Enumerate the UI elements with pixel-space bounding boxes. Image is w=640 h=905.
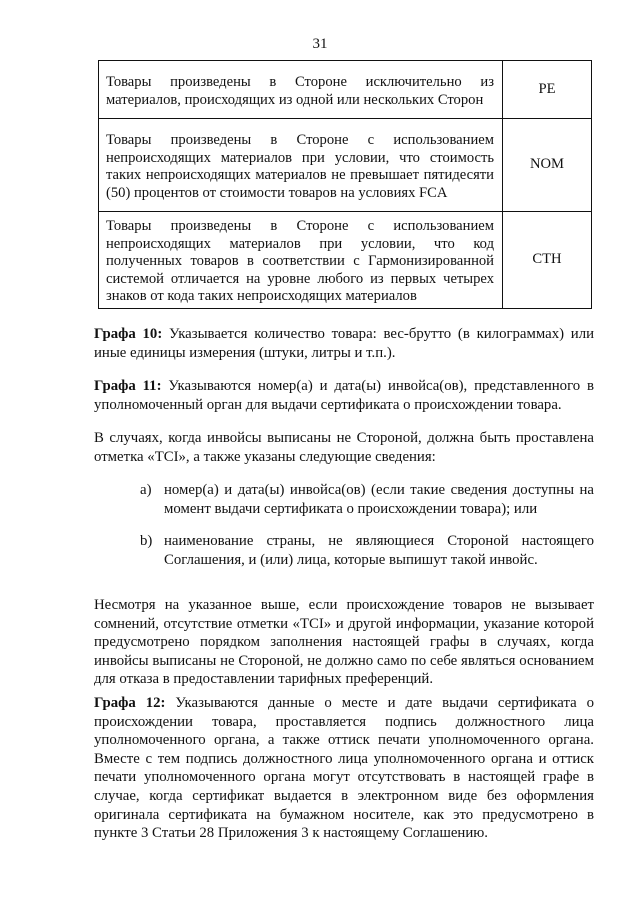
- invoice-paragraph: В случаях, когда инвойсы выписаны не Стороной, должна быть проставлена отметка «TCI», а также указаны следующие сведения:: [94, 430, 594, 465]
- list-item: [140, 532, 594, 569]
- graf10-heading: Графа 10:: [94, 326, 163, 342]
- criterion-description: Товары произведены в Стороне с использованием непроисходящих материалов при условии, что код полученных товаров в соответствии с Гармонизированной системой отличается на уровне любого из первых четырех знаков от кода таких непроисходящих материалов: [99, 212, 503, 309]
- page-number: 31: [312, 36, 328, 52]
- table-row: [99, 119, 592, 212]
- graf10-text: Указывается количество товара: вес-брутто (в килограммах) или иные единицы измерения (штуки, литры и т.п.).: [94, 326, 595, 361]
- graf12-paragraph: [94, 694, 594, 843]
- criterion-description: Товары произведены в Стороне с использованием непроисходящих материалов при условии, что стоимость таких непроисходящих материалов не превышает пятидесяти (50) процентов от стоимости товаров на условиях FCA: [99, 119, 503, 212]
- graf12-heading: Графа 12:: [94, 695, 166, 711]
- criterion-code: PE: [503, 61, 592, 119]
- list-item-text: номер(а) и дата(ы) инвойса(ов) (если такие сведения доступны на момент выдачи сертификата о происхождении товара); или: [164, 482, 594, 517]
- table-row: [99, 61, 592, 119]
- graf10-paragraph: [94, 325, 594, 362]
- criterion-code: NOM: [503, 119, 592, 212]
- graf11-heading: Графа 11:: [94, 378, 162, 394]
- table-row: [99, 212, 592, 309]
- graf12-text: Указываются данные о месте и дате выдачи сертификата о происхождении товара, проставляется подпись должностного лица уполномоченного органа, а также оттиск печати уполномоченного органа. Вместе с тем подпись должностного лица уполномоченного органа и оттиск печати уполномоченного органа могут отсутствовать в настоящей графе в случае, когда сертификат выдается в электронном виде без оформления оригинала сертификата на бумажном носителе, как это предусмотрено в пункте 3 Статьи 28 Приложения 3 к настоящему Соглашению.: [94, 695, 595, 842]
- list-item: [140, 481, 594, 518]
- list-item-text: наименование страны, не являющиеся Стороной настоящего Соглашения, и (или) лица, которые выпишут такой инвойс.: [164, 533, 594, 568]
- graf11-paragraph: [94, 377, 594, 414]
- list-marker: a): [140, 482, 152, 498]
- origin-criteria-table: [98, 60, 592, 309]
- criterion-code: CTH: [503, 212, 592, 309]
- graf11-text: Указываются номер(а) и дата(ы) инвойса(ов), представленного в уполномоченный орган для выдачи сертификата о происхождении товара.: [94, 378, 595, 413]
- criterion-description: Товары произведены в Стороне исключительно из материалов, происходящих из одной или нескольких Сторон: [99, 61, 503, 119]
- notwithstanding-paragraph: Несмотря на указанное выше, если происхождение товаров не вызывает сомнений, отсутствие отметки «TCI» и другой информации, указание которой предусмотрено порядком заполнения настоящей графы в случаях, когда инвойсы выписаны не Стороной, не должно само по себе являться основанием для отказа в предоставлении тарифных преференций.: [94, 597, 594, 688]
- list-marker: b): [140, 533, 153, 549]
